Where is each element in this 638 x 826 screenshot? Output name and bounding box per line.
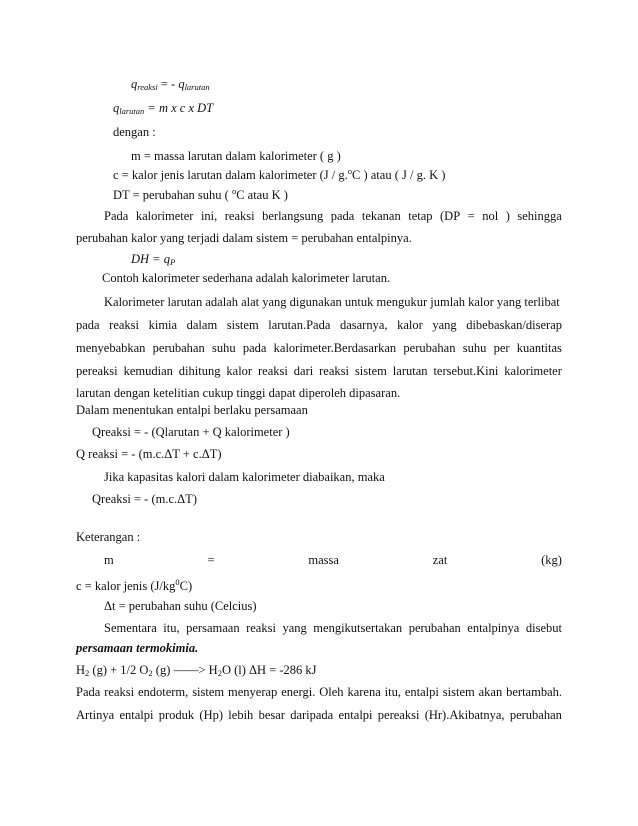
paragraph-2-line-4: [76, 363, 562, 379]
word: massa: [308, 553, 339, 567]
word: tetap: [408, 209, 433, 223]
word: nol: [482, 209, 499, 223]
word: larutan: [392, 364, 428, 378]
word: mengikutsertakan: [313, 621, 403, 635]
paragraph-2-line-2: [76, 317, 562, 333]
word: reaksi: [109, 318, 140, 332]
paragraph-2-line-5: larutan dengan ketelitian cukup tinggi dapat diperoleh dipasaran.: [76, 386, 401, 400]
word: itu,: [384, 685, 401, 699]
word: produk: [158, 708, 195, 722]
paragraph-2-line-3: [76, 340, 562, 356]
word: entalpi: [404, 685, 439, 699]
word: suhu: [462, 341, 487, 355]
paragraph-3-line-2: persamaan termokimia.: [76, 641, 199, 655]
word: tersebut.Kini: [433, 364, 499, 378]
word: disebut: [525, 621, 562, 635]
word: dibebaskan/diserap: [466, 318, 562, 332]
word: sistem: [192, 685, 225, 699]
word: menyerap: [228, 685, 278, 699]
word: kalor: [226, 364, 253, 378]
word: endoterm,: [137, 685, 189, 699]
word: sistem: [354, 364, 387, 378]
contoh-line: Contoh kalorimeter sederhana adalah kalorimeter larutan.: [102, 271, 391, 285]
word: kuantitas: [516, 341, 562, 355]
word: persamaan: [186, 621, 240, 635]
definition-dt: DT = perubahan suhu ( $^o$C atau K ): [113, 186, 288, 202]
word: entalpinya: [467, 621, 520, 635]
word: menyebabkan: [76, 341, 146, 355]
word: Sementara: [104, 621, 157, 635]
equation-2: Q reaksi = - (m.c.ΔT + c.ΔT): [76, 447, 222, 461]
word: (kg): [541, 553, 562, 567]
keterangan-label: Keterangan :: [76, 530, 141, 544]
formula-dh: DH = $q_P$: [131, 252, 176, 267]
word: besar: [258, 708, 285, 722]
word: sistem: [442, 685, 475, 699]
word: yang: [432, 318, 457, 332]
word: ini,: [200, 209, 218, 223]
word: kalorimeter: [504, 364, 562, 378]
word: m: [104, 553, 114, 567]
word: (DP: [440, 209, 461, 223]
dengan-label: dengan :: [113, 125, 156, 139]
word: kalor: [397, 318, 423, 332]
jika-line: Jika kapasitas kalori dalam kalorimeter diabaikan, maka: [104, 470, 385, 484]
thermochemical-equation: $H_2$ (g) + 1/2 $O_2$ (g) ——> $H_2O$ (l) ΔH = -286 kJ: [76, 663, 317, 678]
word: reaksi: [246, 621, 276, 635]
word: dasarnya,: [339, 318, 388, 332]
word: lebih: [228, 708, 254, 722]
equation-1: Qreaksi = - (Qlarutan + Q kalorimeter ): [92, 425, 290, 439]
word: dalam: [186, 318, 218, 332]
word: suhu: [211, 341, 236, 355]
word: energi.: [281, 685, 316, 699]
paragraph-1-line-1: [76, 208, 562, 224]
definition-c: c = kalor jenis larutan dalam kalorimeter (J / g.$^o$C ) atau ( J / g. K ): [113, 166, 446, 182]
word: ): [505, 209, 510, 223]
word: (Hr).Akibatnya,: [424, 708, 505, 722]
word: zat: [432, 553, 448, 567]
word: berlangsung: [262, 209, 324, 223]
word: entalpi: [119, 708, 154, 722]
word: reaksi: [224, 209, 255, 223]
paragraph-4-line-1: [76, 684, 562, 700]
equation-3: Qreaksi = - (m.c.ΔT): [92, 492, 197, 506]
word: entalpi: [338, 708, 373, 722]
word: pada: [76, 318, 100, 332]
word: =: [207, 553, 215, 567]
word: kimia: [148, 318, 178, 332]
keterangan-c: c = kalor jenis $(J/kg^0C)$: [76, 577, 193, 593]
word: perubahan: [403, 341, 456, 355]
word: pereaksi: [377, 708, 420, 722]
word: pereaksi: [76, 364, 118, 378]
dalam-line: Dalam menentukan entalpi berlaku persamaan: [76, 403, 308, 417]
formula-q-reaksi: $q_{reaksi}$ = - $q_{larutan}$: [131, 77, 210, 92]
word: per: [493, 341, 510, 355]
word: itu,: [163, 621, 180, 635]
word: dihitung: [178, 364, 221, 378]
word: (Hp): [199, 708, 224, 722]
word: sistem: [226, 318, 259, 332]
word: reaksi: [104, 685, 135, 699]
word: kalorimeter.Berdasarkan: [273, 341, 397, 355]
word: reaksi: [258, 364, 288, 378]
word: perubahan: [408, 621, 461, 635]
word: akan: [478, 685, 503, 699]
formula-q-larutan: $q_{larutan} = m$ x c x DT: [113, 101, 214, 116]
word: yang: [282, 621, 307, 635]
keterangan-m: [104, 552, 562, 568]
paragraph-4-line-2: [76, 707, 562, 723]
word: perubahan: [152, 341, 205, 355]
word: kalorimeter: [135, 209, 194, 223]
word: pada: [330, 209, 355, 223]
word: kemudian: [123, 364, 173, 378]
word: Artinya: [76, 708, 115, 722]
word: sehingga: [517, 209, 562, 223]
word: pada: [242, 341, 267, 355]
word: =: [467, 209, 475, 223]
word: larutan.Pada: [268, 318, 331, 332]
word: bertambah.: [506, 685, 562, 699]
paragraph-3-line-1: [76, 620, 562, 636]
keterangan-dt: Δt = perubahan suhu (Celcius): [104, 599, 257, 613]
word: tekanan: [361, 209, 401, 223]
definition-m: m = massa larutan dalam kalorimeter ( g ): [131, 149, 341, 163]
word: Pada: [76, 685, 101, 699]
word: perubahan: [509, 708, 562, 722]
word: daripada: [290, 708, 334, 722]
word: reaksi: [319, 364, 349, 378]
word: dari: [293, 364, 314, 378]
word: Oleh: [319, 685, 344, 699]
paragraph-1-line-2: perubahan kalor yang terjadi dalam sistem = perubahan entalpinya.: [76, 231, 412, 245]
paragraph-2-line-1: Kalorimeter larutan adalah alat yang digunakan untuk mengukur jumlah kalor yang terlibat: [104, 295, 560, 309]
word: karena: [347, 685, 381, 699]
word: Pada: [104, 209, 129, 223]
